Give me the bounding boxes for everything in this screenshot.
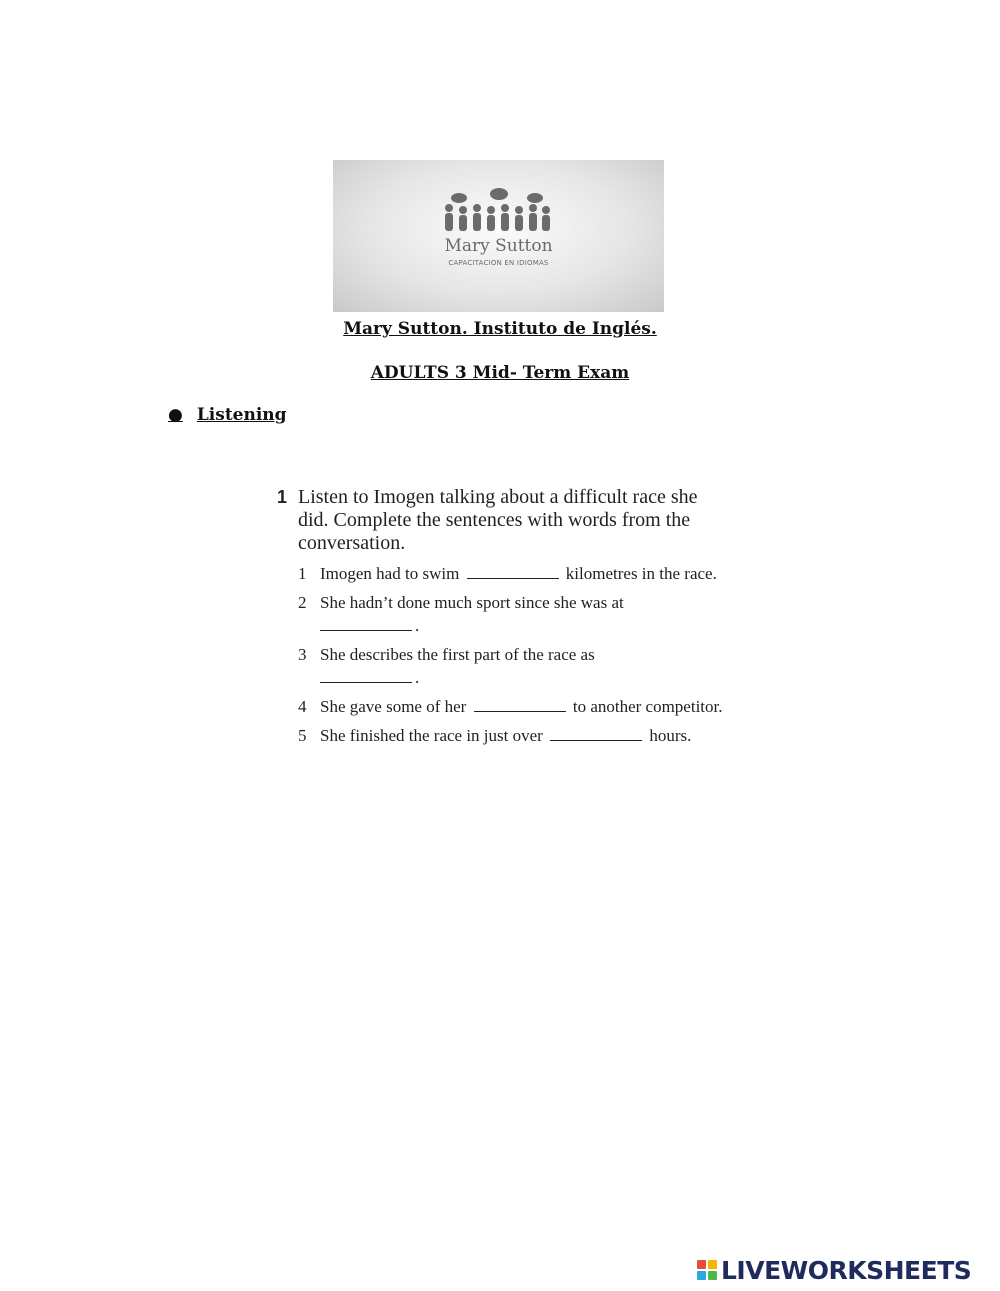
people-speech-bubbles-icon <box>441 188 556 236</box>
item-text: . <box>415 616 420 635</box>
item-text: She gave some of her <box>320 697 467 716</box>
icon-square <box>697 1260 706 1269</box>
exercise-items <box>277 562 727 747</box>
item-text: She finished the race in just over <box>320 726 543 745</box>
exercise <box>277 486 727 753</box>
icon-square <box>708 1260 717 1269</box>
exam-title: ADULTS 3 Mid- Term Exam <box>370 363 630 383</box>
list-item <box>298 643 727 689</box>
answer-blank[interactable] <box>550 725 642 741</box>
section-heading <box>168 405 287 425</box>
exercise-header <box>277 486 727 555</box>
item-text: hours. <box>649 726 692 745</box>
icon-square <box>697 1271 706 1280</box>
item-text: kilometres in the race. <box>565 564 717 583</box>
liveworksheets-icon <box>697 1260 717 1280</box>
item-text: She describes the first part of the race as <box>320 645 595 664</box>
item-text: She hadn’t done much sport since she was at <box>320 593 624 612</box>
logo-name: Mary Sutton <box>444 236 553 256</box>
exercise-number: 1 <box>277 487 288 507</box>
answer-blank[interactable] <box>320 667 412 683</box>
item-number: 2 <box>298 593 307 612</box>
list-item <box>298 562 727 585</box>
item-text: to another competitor. <box>572 697 723 716</box>
item-text: . <box>415 668 420 687</box>
answer-blank[interactable] <box>474 696 566 712</box>
item-number: 4 <box>298 697 307 716</box>
bullet-icon: ● <box>168 405 183 425</box>
item-number: 1 <box>298 564 307 583</box>
answer-blank[interactable] <box>320 615 412 631</box>
logo-image <box>333 160 664 312</box>
section-title: Listening <box>196 405 287 425</box>
item-text: Imogen had to swim <box>320 564 460 583</box>
list-item <box>298 591 727 637</box>
brand-name: LIVEWORKSHEETS <box>721 1255 972 1285</box>
institute-title: Mary Sutton. Instituto de Inglés. <box>343 319 657 339</box>
list-item <box>298 724 727 747</box>
item-number: 3 <box>298 645 307 664</box>
answer-blank[interactable] <box>467 563 559 579</box>
liveworksheets-logo[interactable] <box>697 1255 971 1285</box>
list-item <box>298 695 727 718</box>
logo-subtitle: CAPACITACION EN IDIOMAS <box>448 259 549 267</box>
exercise-instruction: Listen to Imogen talking about a difficult race she did. Complete the sentences with words from the conversation. <box>298 486 698 554</box>
icon-square <box>708 1271 717 1280</box>
item-number: 5 <box>298 726 307 745</box>
